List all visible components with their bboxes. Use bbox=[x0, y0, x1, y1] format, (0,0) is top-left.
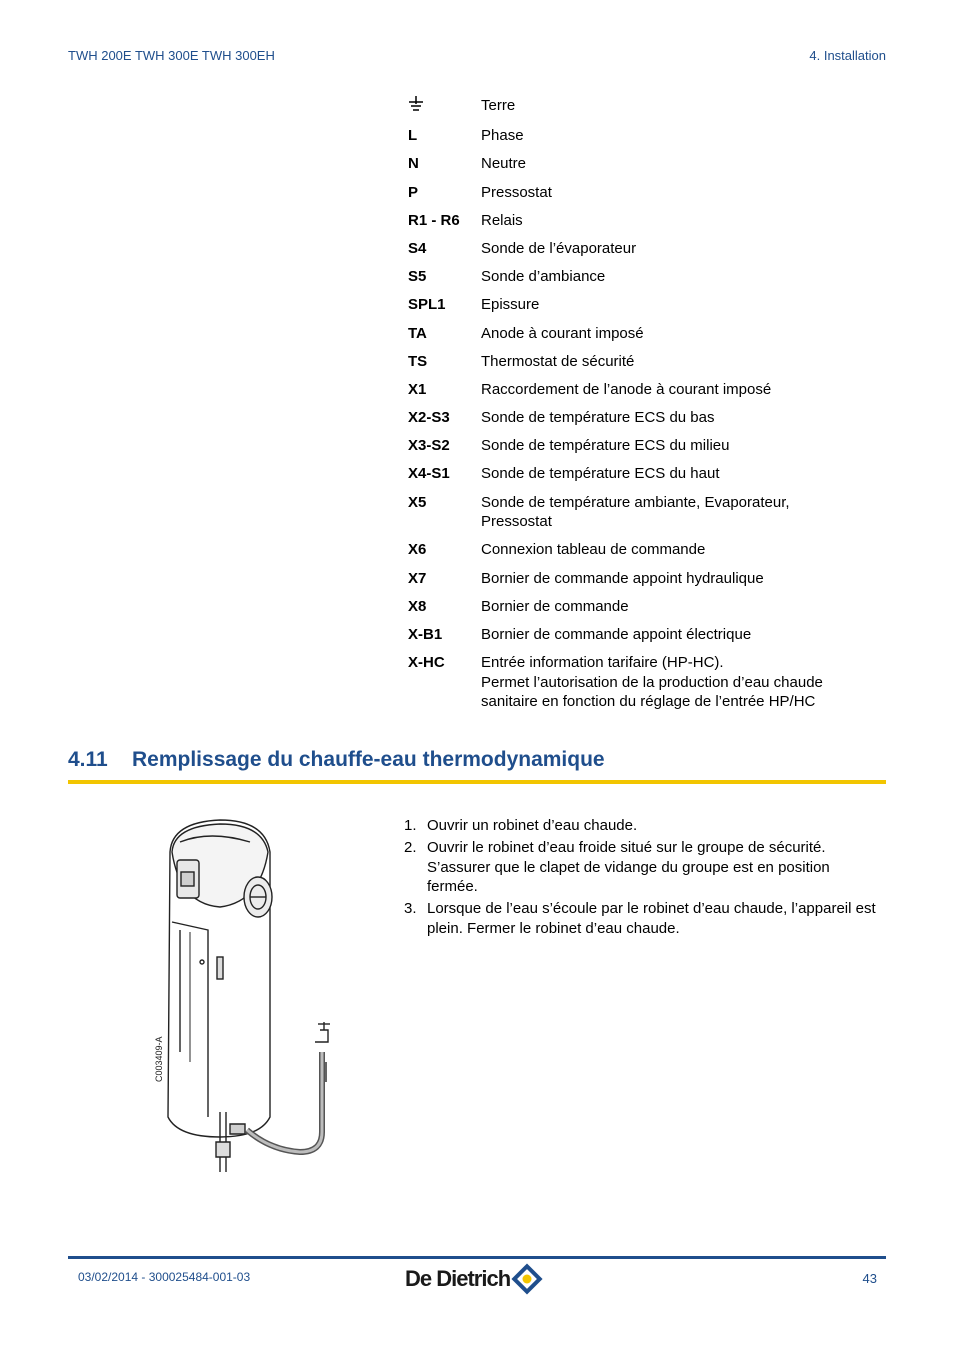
legend-code: SPL1 bbox=[408, 296, 446, 314]
step-number: 1. bbox=[404, 817, 417, 834]
legend-description: Bornier de commande appoint hydraulique bbox=[481, 569, 764, 587]
legend-row bbox=[408, 239, 878, 259]
legend-code: S5 bbox=[408, 268, 427, 286]
legend-description: Phase bbox=[481, 127, 524, 145]
legend-description: Pressostat bbox=[481, 183, 552, 201]
earth-ground-icon bbox=[408, 96, 424, 112]
legend-row bbox=[408, 569, 878, 589]
legend-row bbox=[408, 183, 878, 203]
procedure-step bbox=[404, 816, 884, 836]
legend-code: S4 bbox=[408, 239, 427, 257]
legend-row bbox=[408, 597, 878, 617]
page-number: 43 bbox=[862, 1271, 877, 1286]
legend-row bbox=[408, 540, 878, 560]
section-number: 4.11 bbox=[68, 748, 108, 771]
header-doc-models: TWH 200E TWH 300E TWH 300EH bbox=[68, 48, 275, 63]
header-chapter: 4. Installation bbox=[809, 48, 886, 63]
legend-row bbox=[408, 625, 878, 645]
legend-row bbox=[408, 295, 878, 315]
legend-description: Anode à courant imposé bbox=[481, 324, 644, 342]
legend-code: X6 bbox=[408, 541, 427, 559]
legend-description: Sonde de température ambiante, Evaporateur, Pressostat bbox=[481, 493, 790, 531]
legend-description: Epissure bbox=[481, 296, 540, 314]
legend-code: X3-S2 bbox=[408, 437, 450, 455]
step-text: Ouvrir un robinet d’eau chaude. bbox=[427, 817, 638, 834]
legend-description: Relais bbox=[481, 211, 523, 229]
legend-code: X1 bbox=[408, 380, 427, 398]
fill-procedure-steps bbox=[404, 816, 884, 941]
legend-description: Raccordement de l’anode à courant imposé bbox=[481, 380, 772, 398]
legend-row bbox=[408, 380, 878, 400]
brand-logo bbox=[405, 1262, 544, 1296]
legend-code: X7 bbox=[408, 569, 427, 587]
legend-code: R1 - R6 bbox=[408, 211, 460, 229]
legend-row bbox=[408, 154, 878, 174]
step-number: 3. bbox=[404, 900, 417, 917]
legend-description: Sonde de température ECS du haut bbox=[481, 465, 720, 483]
legend-code: X8 bbox=[408, 597, 427, 615]
legend-code: X4-S1 bbox=[408, 465, 450, 483]
legend-description: Sonde d’ambiance bbox=[481, 268, 606, 286]
procedure-step bbox=[404, 899, 884, 938]
footer-doc-ref: 03/02/2014 - 300025484-001-03 bbox=[78, 1270, 251, 1284]
wiring-legend bbox=[408, 96, 878, 720]
step-text: Lorsque de l’eau s’écoule par le robinet d’eau chaude, l’appareil est plein. Fermer le robinet d’eau chaude. bbox=[427, 900, 876, 937]
legend-code: X-HC bbox=[408, 654, 445, 672]
legend-code: TA bbox=[408, 324, 427, 342]
legend-row bbox=[408, 211, 878, 231]
legend-description: Entrée information tarifaire (HP-HC). Permet l’autorisation de la production d’eau chaude sanitaire en fonction du réglage de l’entrée HP/HC bbox=[481, 654, 823, 711]
legend-description: Sonde de température ECS du bas bbox=[481, 409, 715, 427]
legend-row bbox=[408, 324, 878, 344]
legend-description: Connexion tableau de commande bbox=[481, 541, 706, 559]
legend-code: P bbox=[408, 183, 419, 201]
legend-row bbox=[408, 96, 878, 118]
legend-row bbox=[408, 653, 878, 712]
legend-code: X-B1 bbox=[408, 625, 443, 643]
legend-description: Bornier de commande appoint électrique bbox=[481, 625, 752, 643]
legend-row bbox=[408, 267, 878, 287]
legend-code: TS bbox=[408, 352, 428, 370]
legend-description: Terre bbox=[481, 97, 516, 114]
water-heater-illustration bbox=[150, 812, 340, 1182]
legend-description: Sonde de l’évaporateur bbox=[481, 239, 637, 257]
legend-code: X5 bbox=[408, 493, 427, 511]
step-number: 2. bbox=[404, 839, 417, 856]
step-text: Ouvrir le robinet d’eau froide situé sur le groupe de sécurité. S’assurer que le clapet de vidange du groupe est en position fermée. bbox=[427, 839, 830, 895]
legend-row bbox=[408, 352, 878, 372]
section-heading bbox=[68, 746, 886, 784]
section-title: Remplissage du chauffe-eau thermodynamique bbox=[132, 748, 605, 771]
legend-row bbox=[408, 436, 878, 456]
legend-code: X2-S3 bbox=[408, 409, 450, 427]
footer-rule bbox=[68, 1256, 886, 1259]
legend-code: N bbox=[408, 155, 419, 173]
procedure-step bbox=[404, 838, 884, 897]
legend-row bbox=[408, 408, 878, 428]
legend-description: Neutre bbox=[481, 155, 527, 173]
illustration-reference: C003409-A bbox=[154, 1036, 164, 1082]
brand-name: De Dietrich bbox=[405, 1266, 511, 1291]
legend-row bbox=[408, 126, 878, 146]
brand-diamond-icon bbox=[510, 1262, 544, 1296]
legend-row bbox=[408, 493, 878, 532]
legend-code bbox=[408, 96, 481, 118]
legend-description: Thermostat de sécurité bbox=[481, 352, 635, 370]
legend-description: Bornier de commande bbox=[481, 597, 629, 615]
legend-description: Sonde de température ECS du milieu bbox=[481, 437, 730, 455]
legend-row bbox=[408, 464, 878, 484]
legend-code: L bbox=[408, 127, 418, 145]
